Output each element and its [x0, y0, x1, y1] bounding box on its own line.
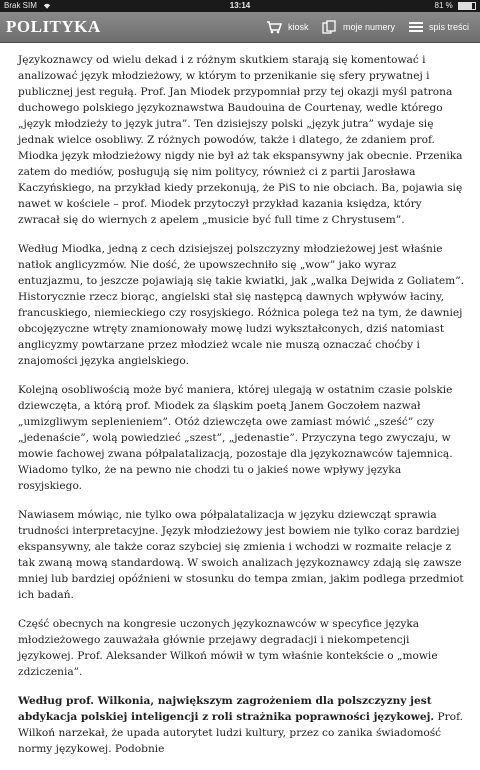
- battery-status: [435, 0, 476, 12]
- carrier-label: Brak SIM: [4, 1, 37, 10]
- battery-percent: 81 %: [434, 1, 453, 10]
- issues-icon: [322, 20, 337, 34]
- status-bar: [0, 0, 480, 12]
- clock: 13:14: [229, 1, 251, 10]
- list-icon: [409, 21, 423, 33]
- app-logo: POLITYKA: [6, 17, 101, 36]
- battery-icon: [458, 2, 476, 10]
- bold-lead: Według prof. Wilkonia, największym zagrożeniem dla polszczyzny jest abdykacja polskiej inteligencji z roli strażnika poprawności językowej.: [18, 695, 435, 723]
- my-issues-label: moje numery: [343, 22, 396, 32]
- article-paragraph: Nawiasem mówiąc, nie tylko owa półpalatalizacja w języku dziewcząt sprawia trudności interpretacyjne. Język młodzieżowy jest bowiem nie tylko coraz bardziej ekspansywny, ale także coraz szybciej się zmienia i wchodzi w rozmaite relacje z tak zwaną mową standardową. W swoich analizach językoznawcy zdają się zawsze mniej lub bardziej opóźnieni w stosunku do tempa zmian, jakim podlega przedmiot ich badań.: [18, 509, 464, 601]
- kiosk-button[interactable]: [266, 12, 309, 42]
- my-issues-button[interactable]: [322, 12, 395, 42]
- cart-icon: [266, 20, 282, 34]
- contents-button[interactable]: [409, 12, 469, 42]
- paragraph-continuation: Prof. Wilkoń narzekał, że upada autorytet ludzi kultury, przez co zanika świadomość normy językowej. Podobnie: [18, 711, 463, 755]
- article-paragraph-last: [18, 693, 464, 757]
- article-paragraph: Część obecnych na kongresie uczonych językoznawców w specyfice języka młodzieżowego zauważała głównie przejawy degradacji i niekompetencji językowej. Prof. Aleksander Wilkoń mówił w tym właśnie kontekście o „mowie zdziczenia”.: [18, 618, 438, 678]
- article-body: [18, 52, 464, 770]
- article-paragraph: Kolejną osobliwością może być maniera, której ulegają w ostatnim czasie polskie dziewczęta, a którą prof. Miodek za śląskim poetą Janem Goczołem nazwał „umizgliwym seplenieniem”. Otóż dziewczęta owe zamiast mówić „sześć” czy „jedenaście”, wolą powiedzieć „szest”, „jedenastie”. Przyczyna tego zwyczaju, w mowie fachowej zwana półpalatalizacją, pozostaje dla językoznawców tajemnicą. Wiadomo tylko, że na pewno nie chodzi tu o jakieś nowe wpływy języka rosyjskiego.: [18, 384, 453, 492]
- kiosk-label: kiosk: [288, 22, 309, 32]
- article-paragraph: Językoznawcy od wielu dekad i z różnym skutkiem starają się komentować i analizować język młodzieżowy, w którym to przenikanie się sfery prywatnej i publicznej jest regułą. Prof. Jan Miodek przypomniał przy tej okazji myśl patrona duchowego polskiego językoznawstwa Baudouina de Courtenay, wedle którego „język młodzieży to język jutra”. Ten dzisiejszy polski „język jutra” wydaje się jednak wielce osobliwy. Z różnych powodów, także i dlatego, że zdaniem prof. Miodka język młodzieżowy nigdy nie był aż tak ekspansywny jak obecnie. Przenika zatem do mediów, posługują się nim politycy, również ci z partii Jarosława Kaczyńskiego, na przykład kiedy przekonują, że PiS to nie obciach. Ba, pojawia się nawet w kościele – prof. Miodek przytoczył przykład kazania księdza, który zwracał się do wiernych z apelem „musicie być full time z Chrystusem”.: [18, 54, 463, 226]
- app-toolbar: [0, 12, 480, 43]
- contents-label: spis treści: [429, 22, 470, 32]
- article-paragraph: Według Miodka, jedną z cech dzisiejszej polszczyzny młodzieżowej jest właśnie natłok anglicyzmów. Nie dość, że upowszechniło się „wow” jako wyraz entuzjazmu, to jeszcze pojawiają się takie kwiatki, jak „walka Dejwida z Goliatem”. Historycznie rzecz biorąc, angielski stał się następcą dawnych wpływów łaciny, francuskiego, niemieckiego czy rosyjskiego. Różnica polega też na tym, że dawniej obcojęzyczne wtręty znamionowały mowę ludzi wykształconych, dziś natomiast anglicyzmy powtarzane przez młodzież wcale nie muszą oznaczać choćby i znajomości języka angielskiego.: [18, 243, 465, 367]
- battery-fill: [459, 3, 472, 9]
